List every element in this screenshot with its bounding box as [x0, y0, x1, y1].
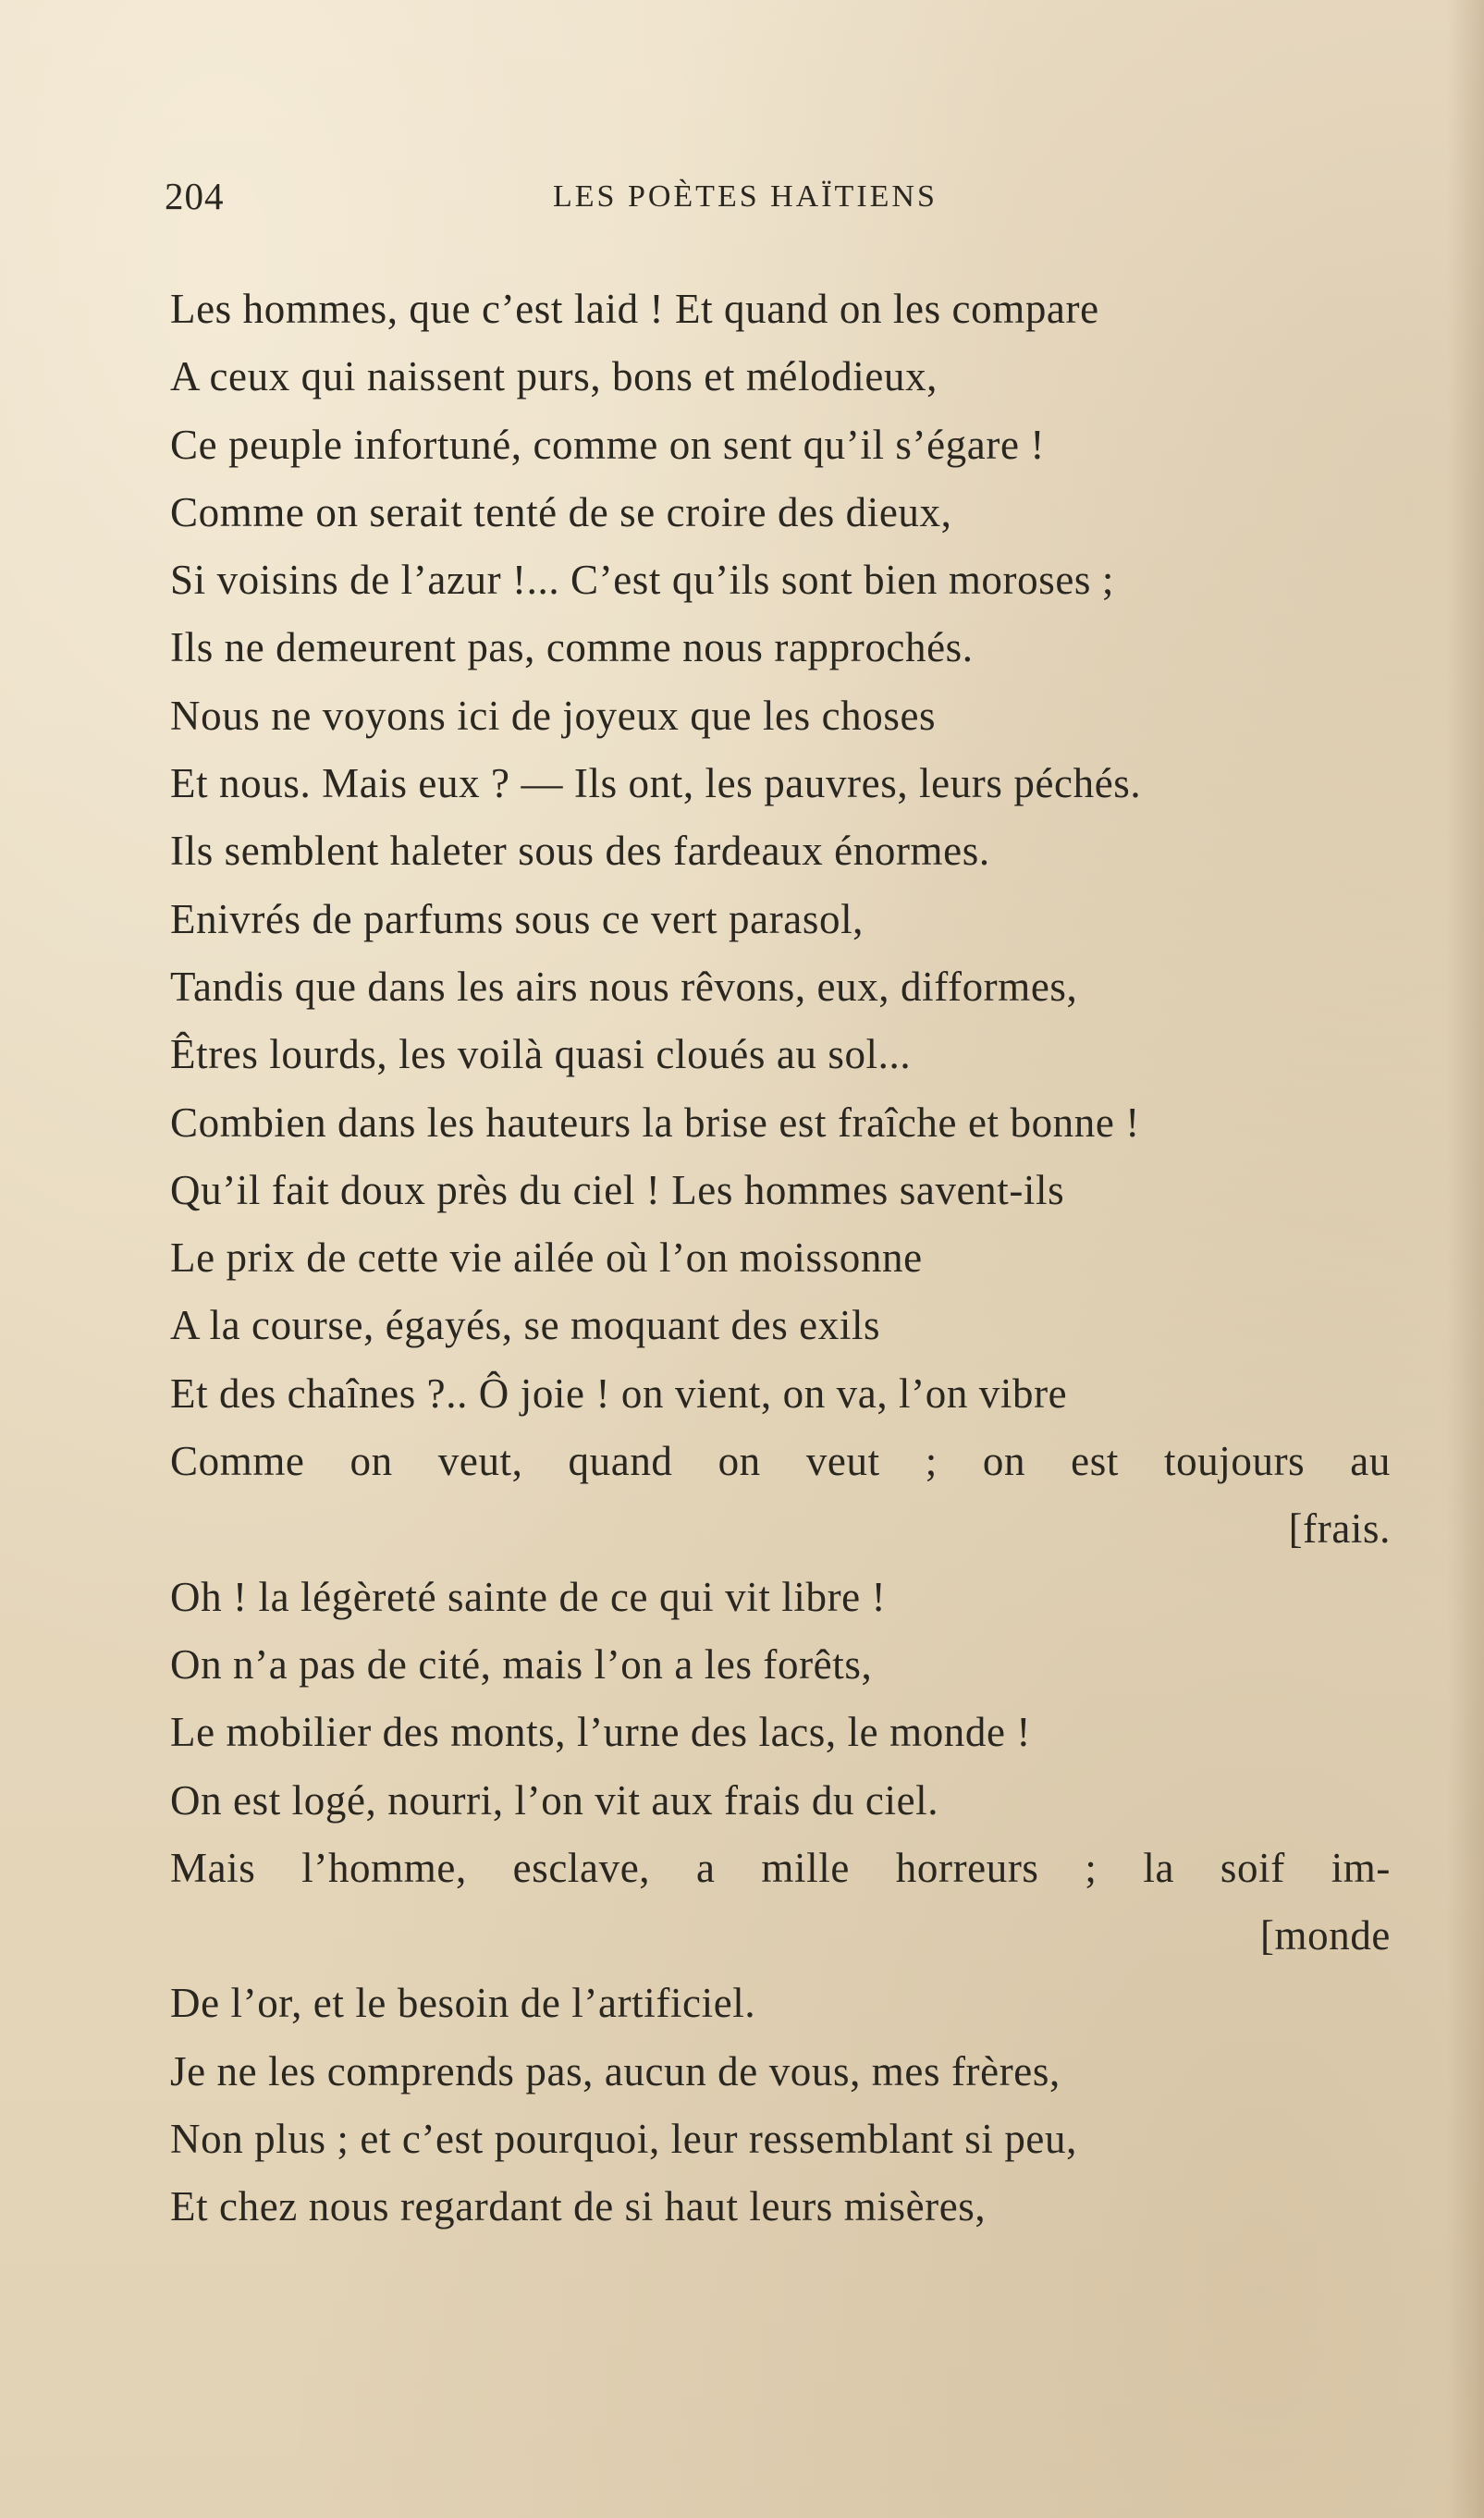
poem-body [170, 276, 1391, 2242]
verse-line: Oh ! la légèreté sainte de ce qui vit libre ! [170, 1573, 887, 1620]
verse-line: Les hommes, que c’est laid ! Et quand on les compare [170, 286, 1099, 332]
verse-line: A la course, égayés, se moquant des exils [170, 1302, 881, 1349]
page-edge-shadow [1447, 0, 1484, 2518]
verse-line: A ceux qui naissent purs, bons et mélodieux, [170, 353, 938, 400]
verse-line: Tandis que dans les airs nous rêvons, eux, difformes, [170, 963, 1078, 1010]
verse-line: Ils semblent haleter sous des fardeaux énormes. [170, 828, 990, 875]
verse-line: De l’or, et le besoin de l’artificiel. [170, 1980, 756, 2027]
verse-line: Et chez nous regardant de si haut leurs misères, [170, 2183, 987, 2230]
verse-line: Le prix de cette vie ailée où l’on moissonne [170, 1234, 923, 1282]
verse-line: Comme on veut, quand on veut ; on est toujours au [170, 1438, 1391, 1485]
verse-turnover: [monde [1259, 1912, 1391, 1959]
verse-line: Si voisins de l’azur !... C’est qu’ils sont bien moroses ; [170, 557, 1114, 604]
verse-line: Mais l’homme, esclave, a mille horreurs ; la soif im- [170, 1844, 1391, 1891]
running-title: LES POÈTES HAÏTIENS [553, 179, 938, 214]
verse-line: Comme on serait tenté de se croire des dieux, [170, 488, 952, 535]
verse-line: Le mobilier des monts, l’urne des lacs, le monde ! [170, 1709, 1032, 1756]
verse-line: Êtres lourds, les voilà quasi cloués au sol... [170, 1031, 912, 1078]
verse-line: Non plus ; et c’est pourquoi, leur ressemblant si peu, [170, 2116, 1077, 2163]
verse-line: Enivrés de parfums sous ce vert parasol, [170, 895, 865, 942]
verse-line: Et nous. Mais eux ? — Ils ont, les pauvres, leurs péchés. [170, 760, 1142, 807]
verse-line: Ce peuple infortuné, comme on sent qu’il s’égare ! [170, 421, 1045, 468]
running-head [165, 174, 1385, 229]
verse-line: Et des chaînes ?.. Ô joie ! on vient, on va, l’on vibre [170, 1370, 1068, 1417]
verse-turnover: [frais. [1288, 1505, 1391, 1553]
verse-line: On n’a pas de cité, mais l’on a les forêts, [170, 1640, 873, 1688]
verse-line: Je ne les comprends pas, aucun de vous, mes frères, [170, 2047, 1061, 2094]
verse-line: On est logé, nourri, l’on vit aux frais du ciel. [170, 1776, 939, 1824]
verse-line: Nous ne voyons ici de joyeux que les choses [170, 692, 937, 739]
page-number: 204 [165, 175, 225, 217]
verse-line: Ils ne demeurent pas, comme nous rapprochés. [170, 624, 974, 671]
verse-line: Qu’il fait doux près du ciel ! Les hommes savent-ils [170, 1166, 1065, 1213]
verse-line: Combien dans les hauteurs la brise est fraîche et bonne ! [170, 1099, 1140, 1146]
